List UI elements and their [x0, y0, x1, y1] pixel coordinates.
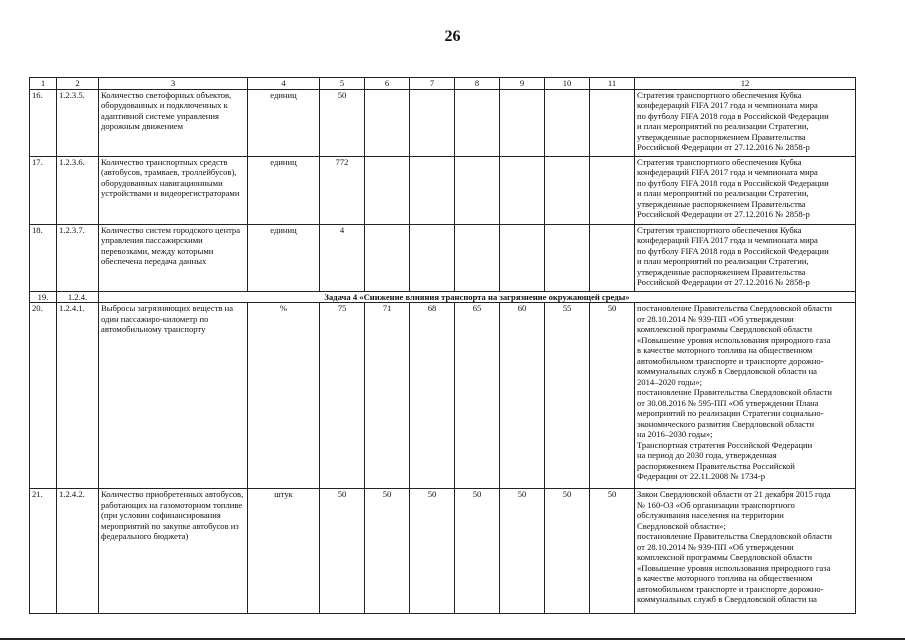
legal-basis-line: Стратегия транспортного обеспечения Кубка: [637, 224, 802, 235]
legal-basis-line: Закон Свердловской области от 21 декабря 2015 года: [637, 489, 831, 499]
row-number: 18.: [30, 224, 57, 291]
header-row: [30, 78, 856, 90]
legal-basis-line: конфедераций FIFA 2017 года и чемпионата мира: [637, 100, 818, 110]
year-value: 65: [455, 303, 500, 489]
row-number: 20.: [30, 303, 57, 489]
year-value: [590, 89, 635, 156]
legal-basis-line: Федерации от 22.11.2008 № 1734-р: [637, 471, 766, 481]
year-value: [455, 156, 500, 224]
legal-basis-line: утвержденные распоряжением Правительства: [637, 266, 806, 277]
table-row: [30, 156, 856, 224]
year-value: 50: [590, 489, 635, 614]
year-value: 772: [320, 156, 365, 224]
legal-basis: [635, 224, 856, 291]
year-value: [500, 224, 545, 291]
legal-basis-line: утвержденные распоряжением Правительства: [637, 131, 806, 142]
legal-basis-line: коммунальных служб в Свердловской области на: [637, 366, 817, 376]
row-number: 21.: [30, 489, 57, 614]
year-value: [545, 89, 590, 156]
row-number: 19.: [30, 291, 57, 303]
header-cell: 4: [248, 78, 320, 90]
row-code: 1.2.3.5.: [57, 89, 99, 156]
legal-basis-line: конфедераций FIFA 2017 года и чемпионата мира: [637, 167, 818, 177]
legal-basis-line: Российской Федерации от 27.12.2016 № 2858-р: [637, 277, 810, 287]
legal-basis: [635, 156, 856, 224]
legal-basis-line: Стратегия транспортного обеспечения Кубка: [637, 89, 802, 100]
legal-basis-line: от 28.10.2014 № 939-ПП «Об утверждении: [637, 313, 794, 324]
header-cell: 7: [410, 78, 455, 90]
unit: штук: [248, 489, 320, 614]
header-cell: 9: [500, 78, 545, 90]
year-value: [365, 224, 410, 291]
legal-basis-line: «Повышение уровня использования природного газа: [637, 334, 831, 345]
legal-basis-line: Свердловской области»;: [637, 520, 726, 531]
legal-basis-line: автомобильном транспорте и транспорте дорожно-: [637, 355, 824, 366]
year-value: [410, 89, 455, 156]
legal-basis-line: Транспортная стратегия Российской Федерации: [637, 439, 813, 450]
legal-basis-line: постановление Правительства Свердловской области: [637, 303, 832, 313]
legal-basis-line: Российской Федерации от 27.12.2016 № 2858-р: [637, 209, 810, 219]
year-value: [500, 89, 545, 156]
year-value: 60: [500, 303, 545, 489]
year-value: [455, 224, 500, 291]
legal-basis-line: и план мероприятий по реализации Стратегии,: [637, 256, 809, 266]
row-code: 1.2.4.2.: [57, 489, 99, 614]
row-number: 16.: [30, 89, 57, 156]
legal-basis-line: в качестве моторного топлива на общественном: [637, 573, 813, 583]
legal-basis-line: Стратегия транспортного обеспечения Кубка: [637, 156, 802, 167]
legal-basis-line: в качестве моторного топлива на общественном: [637, 345, 813, 355]
header-cell: 12: [635, 78, 856, 90]
row-code: 1.2.4.: [57, 291, 99, 303]
legal-basis-line: № 160-ОЗ «Об организации транспортного: [637, 499, 795, 510]
indicator-name: Количество светофорных объектов, оборудованных и подключенных к адаптивной системе управления дорожным движением: [99, 89, 248, 156]
year-value: 50: [320, 489, 365, 614]
year-value: [545, 224, 590, 291]
legal-basis-line: на 2016–2030 годы»;: [637, 429, 713, 439]
row-code: 1.2.4.1.: [57, 303, 99, 489]
legal-basis-line: утвержденные распоряжением Правительства: [637, 198, 806, 209]
year-value: [365, 156, 410, 224]
legal-basis-line: 2014–2020 годы»;: [637, 376, 703, 387]
legal-basis-line: постановление Правительства Свердловской области: [637, 531, 832, 541]
unit: единиц: [248, 89, 320, 156]
year-value: [500, 156, 545, 224]
legal-basis-line: по футболу FIFA 2018 года в Российской Федерации: [637, 245, 829, 256]
year-value: 50: [320, 89, 365, 156]
legal-basis-line: и план мероприятий по реализации Стратегии,: [637, 188, 809, 198]
year-value: 50: [410, 489, 455, 614]
year-value: 71: [365, 303, 410, 489]
header-cell: 2: [57, 78, 99, 90]
table-row: [30, 224, 856, 291]
table-row: [30, 89, 856, 156]
header-cell: 5: [320, 78, 365, 90]
header-cell: 6: [365, 78, 410, 90]
task-title: Задача 4 «Снижение влияния транспорта на загрязнение окружающей среды»: [99, 291, 856, 303]
row-number: 17.: [30, 156, 57, 224]
legal-basis-line: от 28.10.2014 № 939-ПП «Об утверждении: [637, 541, 794, 552]
year-value: [590, 156, 635, 224]
unit: единиц: [248, 224, 320, 291]
year-value: 75: [320, 303, 365, 489]
legal-basis-line: экономического развития Свердловской области: [637, 418, 815, 429]
year-value: [410, 224, 455, 291]
header-cell: 10: [545, 78, 590, 90]
year-value: [410, 156, 455, 224]
year-value: [545, 156, 590, 224]
year-value: [455, 89, 500, 156]
year-value: 50: [590, 303, 635, 489]
page-number: 26: [444, 28, 461, 45]
indicator-name: Количество систем городского центра управления пассажирскими перевозками, между которыми обеспечена передача данных: [99, 224, 248, 291]
legal-basis: [635, 303, 856, 489]
indicators-table: [29, 77, 856, 614]
legal-basis-line: коммунальных служб в Свердловской области на: [637, 594, 817, 604]
year-value: [365, 89, 410, 156]
legal-basis-line: постановление Правительства Свердловской области: [637, 387, 832, 397]
legal-basis-line: мероприятий по реализации Стратегии социально-: [637, 408, 824, 418]
legal-basis-line: по футболу FIFA 2018 года в Российской Федерации: [637, 110, 829, 121]
unit: единиц: [248, 156, 320, 224]
indicator-name: Количество транспортных средств (автобусов, трамваев, троллейбусов), оборудованных навигационными устройствами и видеорегистраторами: [99, 156, 248, 224]
legal-basis-line: по футболу FIFA 2018 года в Российской Федерации: [637, 177, 829, 188]
year-value: 68: [410, 303, 455, 489]
legal-basis-line: Российской Федерации от 27.12.2016 № 2858-р: [637, 142, 810, 152]
legal-basis-line: автомобильном транспорте и транспорте дорожно-: [637, 583, 824, 594]
legal-basis-line: «Повышение уровня использования природного газа: [637, 562, 831, 573]
header-cell: 3: [99, 78, 248, 90]
legal-basis-line: распоряжением Правительства Российской: [637, 460, 795, 471]
header-cell: 11: [590, 78, 635, 90]
table-row: [30, 303, 856, 489]
legal-basis: [635, 489, 856, 614]
unit: %: [248, 303, 320, 489]
header-cell: 8: [455, 78, 500, 90]
year-value: 50: [455, 489, 500, 614]
year-value: 55: [545, 303, 590, 489]
indicator-name: Выбросы загрязняющих веществ на один пассажиро-километр по автомобильному транспорту: [99, 303, 248, 489]
year-value: 50: [365, 489, 410, 614]
legal-basis-line: обслуживания населения на территории: [637, 510, 784, 520]
year-value: 50: [545, 489, 590, 614]
legal-basis-line: конфедераций FIFA 2017 года и чемпионата мира: [637, 235, 818, 245]
legal-basis-line: и план мероприятий по реализации Стратегии,: [637, 121, 809, 131]
table-row: [30, 489, 856, 614]
year-value: 50: [500, 489, 545, 614]
legal-basis-line: комплексной программы Свердловской области: [637, 552, 813, 562]
year-value: 4: [320, 224, 365, 291]
row-code: 1.2.3.6.: [57, 156, 99, 224]
row-code: 1.2.3.7.: [57, 224, 99, 291]
legal-basis-line: комплексной программы Свердловской области: [637, 324, 813, 334]
task-row: [30, 291, 856, 303]
year-value: [590, 224, 635, 291]
legal-basis-line: на период до 2030 года, утвержденная: [637, 450, 777, 460]
indicator-name: Количество приобретенных автобусов, работающих на газомоторном топливе (при условии софинансирования мероприятий по закупке автобусов из федерального бюджета): [99, 489, 248, 614]
header-cell: 1: [30, 78, 57, 90]
legal-basis-line: от 30.08.2016 № 595-ПП «Об утверждении Плана: [637, 397, 819, 408]
legal-basis: [635, 89, 856, 156]
table-body: [30, 78, 856, 614]
